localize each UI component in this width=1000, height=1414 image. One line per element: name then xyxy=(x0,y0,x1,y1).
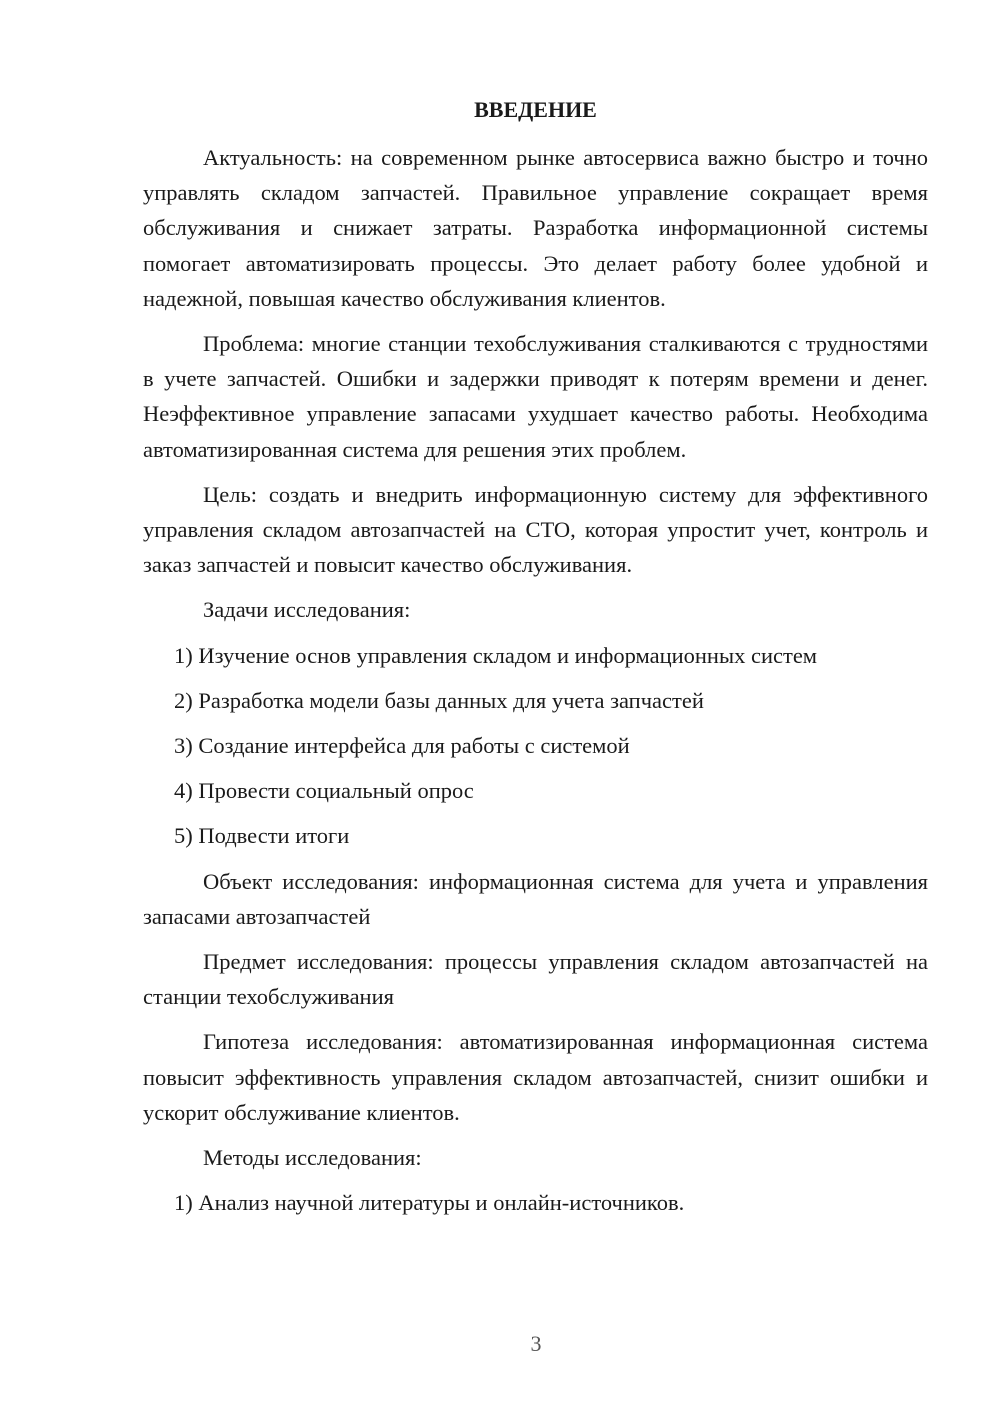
document-page xyxy=(143,90,928,1230)
list-item: 3) Создание интерфейса для работы с системой xyxy=(174,733,630,759)
page-title: ВВЕДЕНИЕ xyxy=(474,97,597,122)
tasks-list xyxy=(143,638,928,854)
list-item: 5) Подвести итоги xyxy=(174,823,350,849)
list-item: 1) Изучение основ управления складом и информационных систем xyxy=(174,642,818,668)
paragraph-object: Объект исследования: информационная система для учета и управления запасами автозапчастей xyxy=(143,868,928,929)
paragraph-goal: Цель: создать и внедрить информационную систему для эффективного управления складом автозапчастей на СТО, которая упростит учет, контроль и заказ запчастей и повысит качество обслуживания. xyxy=(143,481,928,578)
paragraph-relevance: Актуальность: на современном рынке автосервиса важно быстро и точно управлять складом запчастей. Правильное управление сокращает время обслуживания и снижает затраты. Разработка информационной системы помогает автоматизировать процессы. Это делает работу более удобной и надежной, повышая качество обслуживания клиентов. xyxy=(143,145,928,311)
list-item: 2) Разработка модели базы данных для учета запчастей xyxy=(174,687,704,713)
methods-list xyxy=(143,1185,928,1220)
paragraph-problem: Проблема: многие станции техобслуживания сталкиваются с трудностями в учете запчастей. Ошибки и задержки приводят к потерям времени и денег. Неэффективное управление запасами ухудшает качество работы. Необходима автоматизированная система для решения этих проблем. xyxy=(143,331,928,462)
paragraph-hypothesis: Гипотеза исследования: автоматизированная информационная система повысит эффективность управления складом автозапчастей, снизит ошибки и ускорит обслуживание клиентов. xyxy=(143,1029,928,1125)
tasks-heading: Задачи исследования: xyxy=(203,597,411,623)
methods-heading: Методы исследования: xyxy=(203,1145,422,1171)
paragraph-subject: Предмет исследования: процессы управления складом автозапчастей на станции техобслуживания xyxy=(143,949,928,1010)
list-item: 1) Анализ научной литературы и онлайн-источников. xyxy=(174,1190,685,1216)
page-number: 3 xyxy=(530,1331,542,1356)
list-item: 4) Провести социальный опрос xyxy=(174,778,474,804)
